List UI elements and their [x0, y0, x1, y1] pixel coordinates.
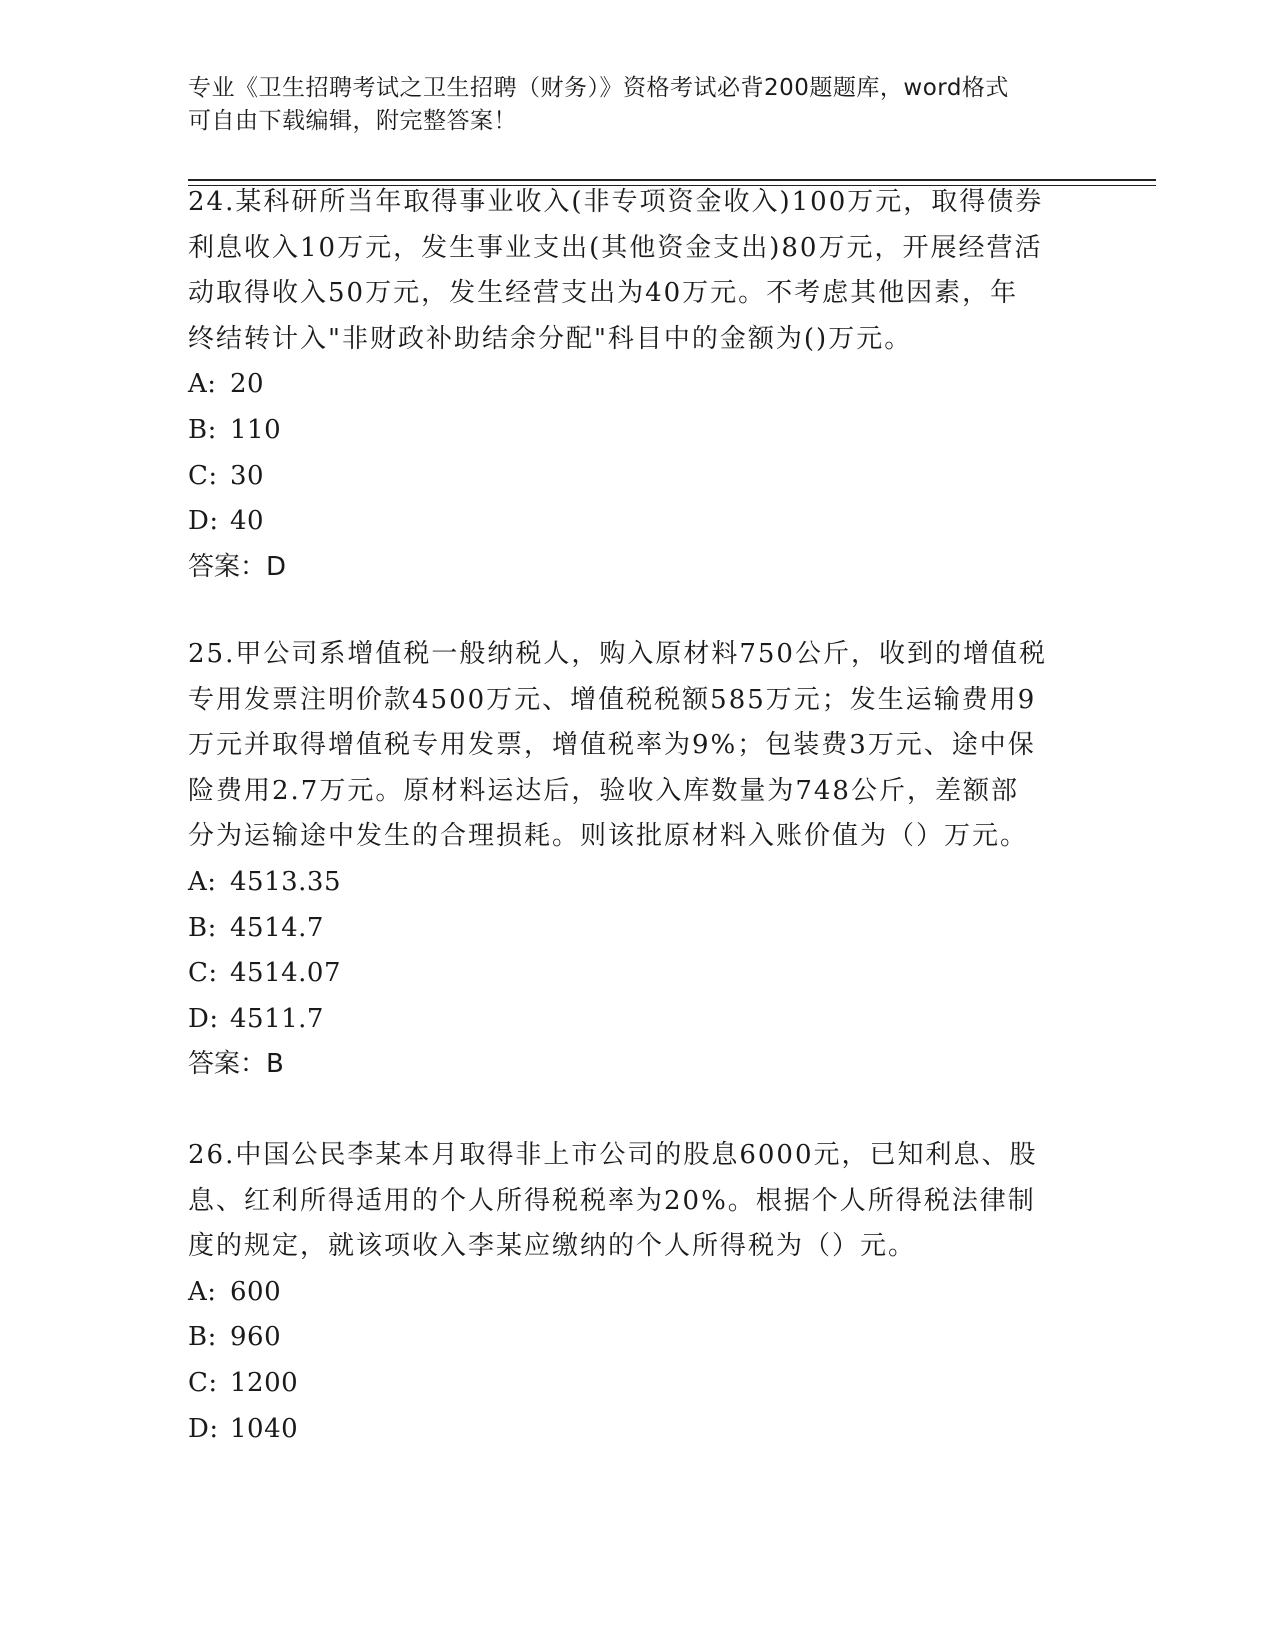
- question-stem-line: 动取得收入50万元，发生经营支出为40万元。不考虑其他因素，年: [188, 278, 1019, 309]
- question-stem-line: 利息收入10万元，发生事业支出(其他资金支出)80万元，开展经营活: [188, 232, 1043, 263]
- option-value: 30: [230, 460, 265, 491]
- question-stem-line: 25.甲公司系增值税一般纳税人，购入原材料750公斤，收到的增值税: [188, 639, 1047, 669]
- question-stem-line: 息、红利所得适用的个人所得税税率为20%。根据个人所得税法律制: [188, 1185, 1036, 1216]
- option-label: C:: [188, 958, 218, 989]
- question-24: [188, 180, 1088, 590]
- header-line-2: 可自由下载编辑，附完整答案！: [188, 108, 517, 134]
- answer: 答案：D: [188, 551, 287, 582]
- option-c: [188, 951, 1088, 997]
- option-label: A:: [188, 866, 217, 897]
- option-value: 1040: [230, 1413, 299, 1444]
- option-b: [188, 906, 1088, 952]
- option-value: 960: [230, 1322, 282, 1353]
- question-stem-line: 专用发票注明价款4500万元、增值税税额585万元；发生运输费用9: [188, 684, 1037, 715]
- option-d: [188, 1407, 1088, 1453]
- option-value: 4511.7: [230, 1003, 324, 1034]
- question-stem-line: 分为运输途中发生的合理损耗。则该批原材料入账价值为（）万元。: [188, 821, 1029, 852]
- option-label: D:: [188, 1003, 219, 1034]
- question-26: [188, 1133, 1088, 1452]
- option-value: 4514.07: [230, 958, 342, 989]
- question-stem-line: 万元并取得增值税专用发票，增值税率为9%；包装费3万元、途中保: [188, 730, 1036, 761]
- option-value: 40: [230, 506, 265, 537]
- option-label: A:: [188, 1276, 217, 1307]
- option-label: B:: [188, 414, 217, 445]
- option-value: 1200: [230, 1367, 299, 1398]
- option-c: [188, 454, 1088, 500]
- option-value: 20: [230, 369, 265, 400]
- header-line-1: 专业《卫生招聘考试之卫生招聘（财务）》资格考试必背200题题库，word格式: [188, 75, 1009, 101]
- option-label: B:: [188, 912, 217, 943]
- question-25: [188, 632, 1088, 1088]
- option-b: [188, 1315, 1088, 1361]
- option-value: 110: [230, 414, 282, 445]
- option-label: D:: [188, 506, 219, 537]
- option-c: [188, 1361, 1088, 1407]
- question-stem-line: 26.中国公民李某本月取得非上市公司的股息6000元，已知利息、股: [188, 1140, 1038, 1170]
- document-header: [188, 72, 1088, 138]
- question-stem-line: 24.某科研所当年取得事业收入(非专项资金收入)100万元，取得债券: [188, 187, 1044, 217]
- option-value: 600: [230, 1276, 282, 1307]
- option-label: C:: [188, 1367, 218, 1398]
- option-b: [188, 408, 1088, 454]
- answer: 答案：B: [188, 1049, 284, 1080]
- question-stem-line: 险费用2.7万元。原材料运达后，验收入库数量为748公斤，差额部: [188, 775, 1019, 806]
- question-stem-line: 度的规定，就该项收入李某应缴纳的个人所得税为（）元。: [188, 1231, 917, 1262]
- question-stem-line: 终结转计入"非财政补助结余分配"科目中的金额为()万元。: [188, 323, 913, 354]
- option-a: [188, 860, 1088, 906]
- option-a: [188, 1270, 1088, 1316]
- option-label: A:: [188, 369, 217, 400]
- option-value: 4513.35: [230, 866, 342, 897]
- option-a: [188, 362, 1088, 408]
- option-label: B:: [188, 1322, 217, 1353]
- option-value: 4514.7: [230, 912, 324, 943]
- option-label: D:: [188, 1413, 219, 1444]
- option-label: C:: [188, 460, 218, 491]
- option-d: [188, 499, 1088, 545]
- option-d: [188, 997, 1088, 1043]
